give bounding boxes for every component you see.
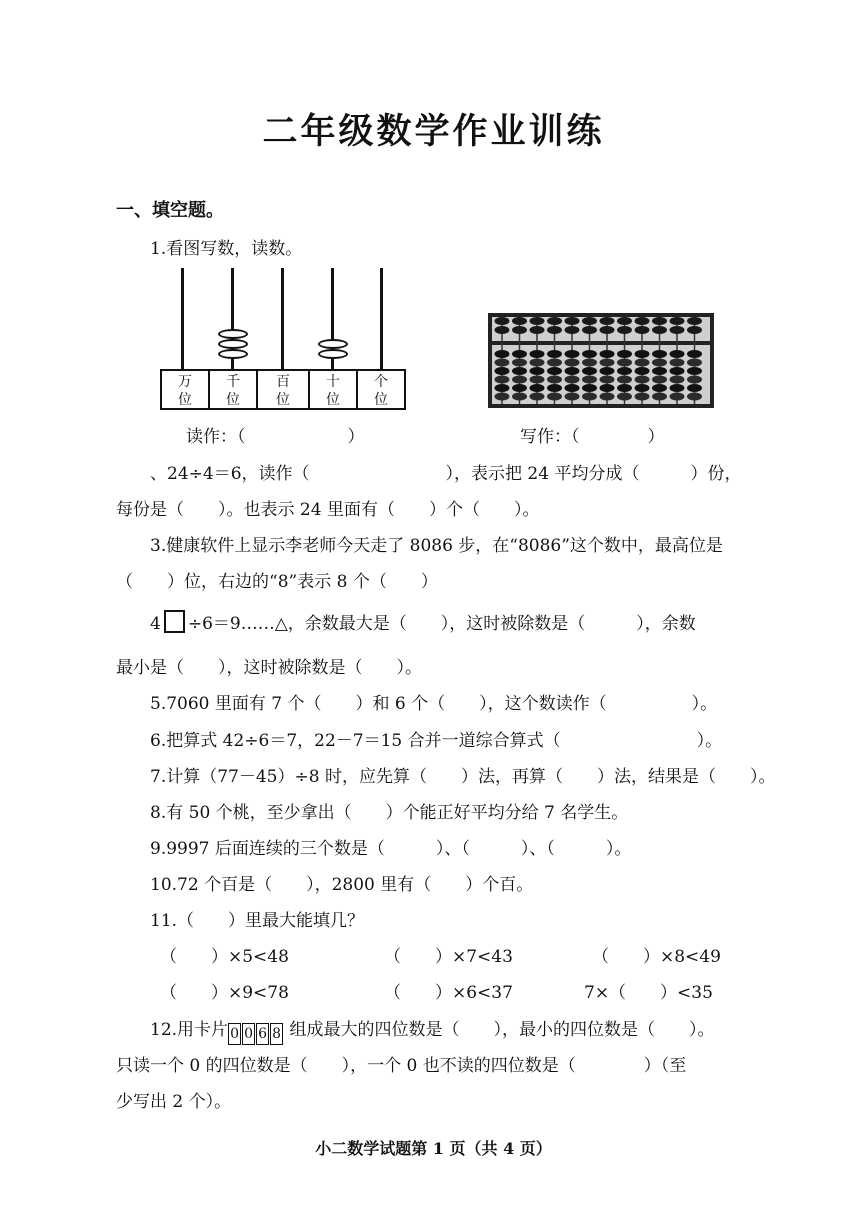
place-cell-tens: 十 位	[308, 369, 358, 410]
abacus-bead	[635, 350, 650, 358]
abacus-bead	[670, 326, 685, 334]
abacus-bead	[530, 350, 545, 358]
abacus-bead	[547, 326, 562, 334]
abacus-picture	[488, 313, 714, 408]
abacus-bead	[530, 384, 545, 392]
page-title: 二年级数学作业训练	[262, 112, 605, 152]
abacus-bead	[530, 317, 545, 325]
abacus-bead	[582, 326, 597, 334]
abacus-bead	[652, 384, 667, 392]
abacus-bead	[687, 367, 702, 375]
question-7: 7.计算（77－45）÷8 时，应先算（ ）法，再算（ ）法，结果是（ ）。	[150, 767, 776, 787]
abacus-bead	[512, 326, 527, 334]
abacus-bead	[547, 317, 562, 325]
abacus-bead	[687, 317, 702, 325]
question-8: 8.有 50 个桃，至少拿出（ ）个能正好平均分给 7 名学生。	[150, 803, 629, 823]
abacus-bead	[670, 376, 685, 384]
abacus-bead	[617, 317, 632, 325]
abacus-bead	[565, 367, 580, 375]
abacus-bead	[600, 367, 615, 375]
abacus-bead	[635, 359, 650, 367]
abacus-bead	[600, 376, 615, 384]
abacus-bead	[635, 384, 650, 392]
abacus-bead	[600, 350, 615, 358]
abacus-bead	[652, 317, 667, 325]
abacus-bead	[600, 359, 615, 367]
abacus-bead	[565, 350, 580, 358]
abacus-bead	[530, 367, 545, 375]
abacus-bead	[530, 376, 545, 384]
abacus-bead	[652, 376, 667, 384]
counter-bead	[318, 349, 348, 359]
abacus-bead	[495, 350, 510, 358]
question-10: 10.72 个百是（ ），2800 里有（ ）个百。	[150, 875, 534, 895]
abacus-bead	[582, 367, 597, 375]
question-1-write-answer: 写作：（ ）	[520, 427, 665, 447]
blank-square-box[interactable]	[164, 610, 185, 633]
abacus-bead	[530, 326, 545, 334]
abacus-bead	[617, 350, 632, 358]
abacus-bead	[617, 326, 632, 334]
abacus-bead	[547, 376, 562, 384]
abacus-bead	[687, 350, 702, 358]
abacus-bead	[670, 384, 685, 392]
counter-bead	[218, 339, 248, 349]
abacus-bead	[617, 384, 632, 392]
abacus-bead	[582, 376, 597, 384]
question-11-item-2: （ ）×7<43	[384, 947, 513, 967]
abacus-bead	[670, 359, 685, 367]
number-card: 6	[256, 1023, 269, 1045]
question-11-item-3: （ ）×8<49	[592, 947, 721, 967]
counter-rod-ten-thousands	[181, 268, 184, 369]
question-11-item-6: 7×（ ）<35	[584, 983, 713, 1003]
abacus-bead	[582, 350, 597, 358]
abacus-bead	[617, 359, 632, 367]
counter-bead	[218, 329, 248, 339]
abacus-bead	[652, 393, 667, 401]
page-footer: 小二数学试题第 1 页（共 4 页）	[315, 1139, 552, 1158]
abacus-bead	[687, 384, 702, 392]
abacus-bead	[512, 317, 527, 325]
abacus-bead	[565, 326, 580, 334]
question-4-text: ÷6＝9……△，余数最大是（ ），这时被除数是（ ），余数	[187, 614, 696, 634]
place-cell-thousands: 千 位	[208, 369, 258, 410]
abacus-bead	[670, 367, 685, 375]
abacus-bead	[512, 376, 527, 384]
abacus-bead	[565, 393, 580, 401]
abacus-bead	[582, 317, 597, 325]
abacus-bead	[652, 350, 667, 358]
question-1-read-answer: 读作：（ ）	[186, 427, 365, 447]
question-4-line-2: 最小是（ ），这时被除数是（ ）。	[116, 658, 422, 678]
counter-bead	[318, 339, 348, 349]
abacus-bead	[495, 393, 510, 401]
abacus-bead	[617, 393, 632, 401]
abacus-bead	[635, 376, 650, 384]
question-2-line-2: 每份是（ ）。也表示 24 里面有（ ）个（ ）。	[116, 500, 540, 520]
abacus-bead	[495, 384, 510, 392]
question-12-text: 组成最大的四位数是（ ），最小的四位数是（ ）。	[289, 1020, 715, 1040]
abacus-bead	[547, 359, 562, 367]
question-3-line-1: 3.健康软件上显示李老师今天走了 8086 步，在“8086”这个数中，最高位是	[150, 536, 723, 556]
abacus-bead	[635, 326, 650, 334]
counter-bead	[218, 349, 248, 359]
question-4-number: 4	[150, 614, 161, 634]
abacus-bead	[495, 359, 510, 367]
question-1-label: 1.看图写数，读数。	[150, 239, 303, 259]
abacus-bead	[600, 317, 615, 325]
question-12-line-2: 只读一个 0 的四位数是（ ），一个 0 也不读的四位数是（ ）（至	[116, 1056, 687, 1076]
abacus-bead	[687, 393, 702, 401]
counter-rod-ones	[380, 268, 383, 369]
abacus-bead	[547, 367, 562, 375]
abacus-bead	[582, 359, 597, 367]
question-3-line-2: （ ）位，右边的“8”表示 8 个（ ）	[116, 572, 438, 592]
question-11-label: 11.（ ）里最大能填几？	[150, 911, 365, 931]
question-11-item-1: （ ）×5<48	[160, 947, 289, 967]
abacus-bead	[495, 317, 510, 325]
counter-rod-hundreds	[281, 268, 284, 369]
place-cell-ten-thousands: 万 位	[160, 369, 210, 410]
abacus-bead	[495, 376, 510, 384]
abacus-bead	[617, 367, 632, 375]
place-cell-ones: 个 位	[356, 369, 406, 410]
abacus-bead	[670, 317, 685, 325]
abacus-bead	[617, 376, 632, 384]
abacus-bead	[565, 376, 580, 384]
abacus-bead	[495, 326, 510, 334]
abacus-bead	[635, 393, 650, 401]
abacus-bead	[582, 393, 597, 401]
abacus-bead	[547, 350, 562, 358]
abacus-bead	[512, 350, 527, 358]
abacus-bead	[670, 393, 685, 401]
abacus-bead	[600, 384, 615, 392]
question-6: 6.把算式 42÷6＝7，22－7＝15 合并一道综合算式（ ）。	[150, 731, 723, 751]
counting-frame	[160, 268, 408, 412]
section-heading-fill-blank: 一、填空题。	[116, 200, 224, 221]
number-card: 8	[270, 1023, 283, 1045]
abacus-bead	[495, 367, 510, 375]
abacus-bead	[547, 384, 562, 392]
abacus-bead	[530, 393, 545, 401]
abacus-bead	[565, 317, 580, 325]
abacus-bead	[652, 367, 667, 375]
question-11-item-4: （ ）×9<78	[160, 983, 289, 1003]
question-9: 9.9997 后面连续的三个数是（ ）、（ ）、（ ）。	[150, 839, 632, 859]
abacus-bead	[652, 359, 667, 367]
question-12-line-1	[150, 1015, 714, 1045]
question-2-line-1: 、24÷4＝6，读作（ ），表示把 24 平均分成（ ）份，	[150, 464, 742, 484]
abacus-bead	[600, 326, 615, 334]
abacus-bead	[530, 359, 545, 367]
abacus-bead	[687, 376, 702, 384]
question-11-item-5: （ ）×6<37	[384, 983, 513, 1003]
abacus-bead	[687, 359, 702, 367]
abacus-bead	[565, 384, 580, 392]
abacus-bead	[635, 367, 650, 375]
abacus-bead	[512, 393, 527, 401]
abacus-bead	[547, 393, 562, 401]
abacus-bead	[512, 359, 527, 367]
abacus-bead	[635, 317, 650, 325]
abacus-bead	[670, 350, 685, 358]
question-4-line-1	[150, 609, 696, 634]
abacus-bead	[582, 384, 597, 392]
abacus-bead	[512, 384, 527, 392]
question-5: 5.7060 里面有 7 个（ ）和 6 个（ ），这个数读作（ ）。	[150, 694, 718, 714]
number-card: 0	[228, 1023, 241, 1045]
place-cell-hundreds: 百 位	[256, 369, 310, 410]
abacus-beads-illustration	[492, 317, 710, 404]
question-12-prefix: 12.用卡片	[150, 1020, 229, 1040]
abacus-bead	[652, 326, 667, 334]
abacus-bead	[600, 393, 615, 401]
abacus-bead	[687, 326, 702, 334]
abacus-bead	[512, 367, 527, 375]
abacus-bead	[565, 359, 580, 367]
number-card: 0	[242, 1023, 255, 1045]
question-12-line-3: 少写出 2 个）。	[116, 1092, 232, 1112]
